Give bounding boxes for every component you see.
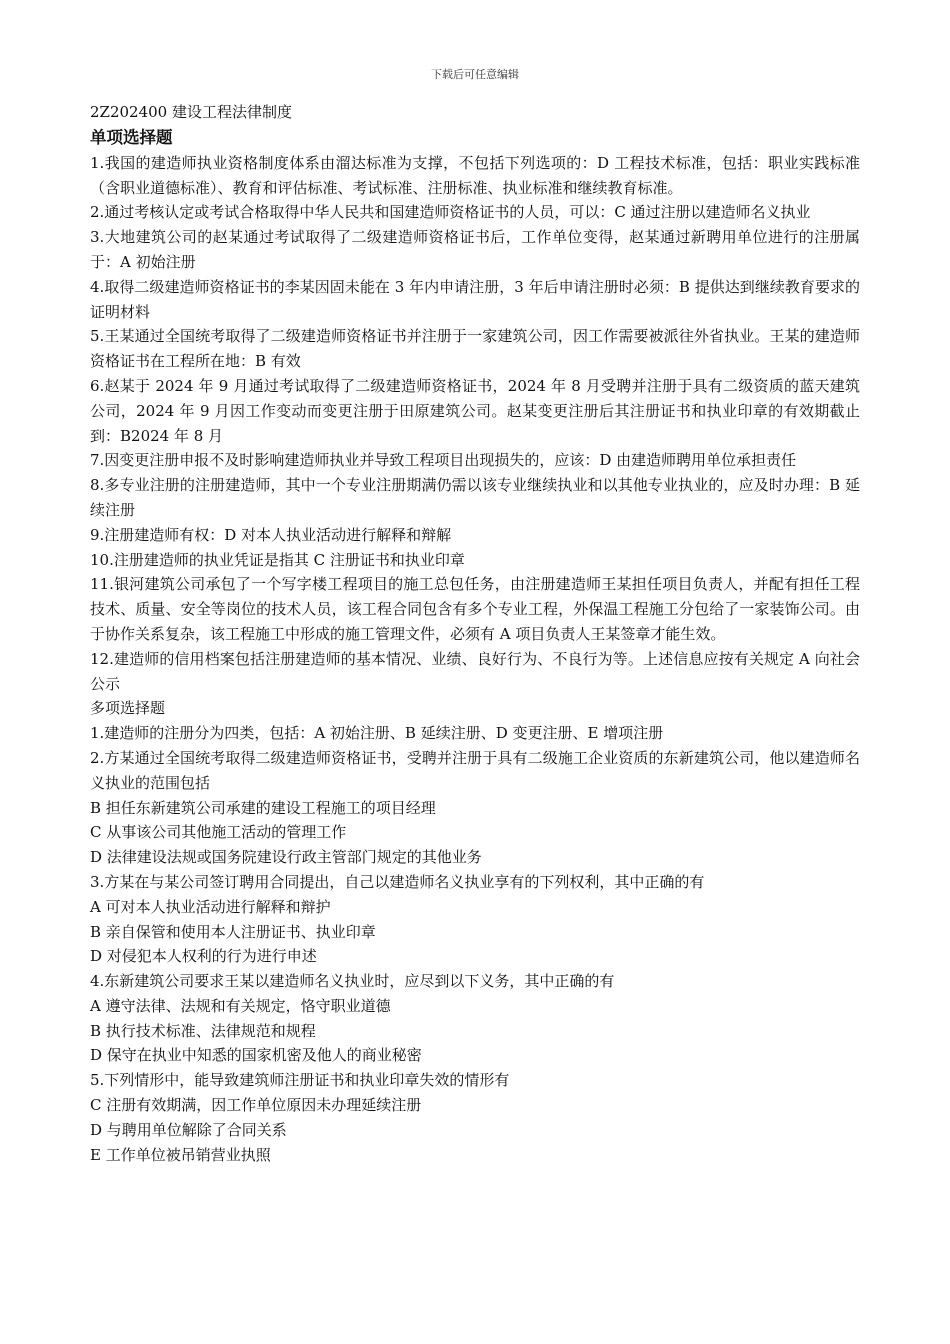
multi-item: E 工作单位被吊销营业执照 [90,1145,271,1164]
multi-item: B 亲自保管和使用本人注册证书、执业印章 [90,922,376,941]
multi-item: D 法律建设法规或国务院建设行政主管部门规定的其他业务 [90,848,482,867]
single-item: 9.注册建造师有权：D 对本人执业活动进行解释和辩解 [90,525,452,544]
single-item: 1.我国的建造师执业资格制度体系由溜达标准为支撑，不包括下列选项的：D 工程技术标准，包括：职业实践标准（含职业道德标准）、教育和评估标准、考试标准、注册标准、执业标准和继续教育标准。 [90,153,860,197]
multi-item: D 对侵犯本人权利的行为进行申述 [90,947,317,966]
page-header: 下载后可任意编辑 [431,68,519,81]
multi-item: B 担任东新建筑公司承建的建设工程施工的项目经理 [90,798,436,817]
multi-choice-heading: 多项选择题 [90,699,166,718]
single-item: 5.王某通过全国统考取得了二级建造师资格证书并注册于一家建筑公司，因工作需要被派往外省执业。王某的建造师资格证书在工程所在地：B 有效 [90,327,860,371]
single-item: 2.通过考核认定或考试合格取得中华人民共和国建造师资格证书的人员，可以：C 通过注册以建造师名义执业 [90,203,811,222]
multi-choice-list [90,721,860,1167]
multi-item: D 保守在执业中知悉的国家机密及他人的商业秘密 [90,1046,422,1065]
doc-title: 2Z202400 建设工程法律制度 [90,103,292,121]
single-item: 3.大地建筑公司的赵某通过考试取得了二级建造师资格证书后，工作单位变得，赵某通过新聘用单位进行的注册属于：A 初始注册 [90,228,860,271]
multi-item: D 与聘用单位解除了合同关系 [90,1120,287,1139]
multi-item: 4.东新建筑公司要求王某以建造师名义执业时，应尽到以下义务，其中正确的有 [90,972,615,991]
multi-item: 2.方某通过全国统考取得二级建造师资格证书，受聘并注册于具有二级施工企业资质的东新建筑公司，他以建造师名义执业的范围包括 [90,748,860,792]
single-item: 4.取得二级建造师资格证书的李某因固未能在 3 年内申请注册，3 年后申请注册时必须：B 提供达到继续教育要求的证明材料 [90,277,860,321]
multi-item: C 从事该公司其他施工活动的管理工作 [90,823,347,842]
multi-item: 3.方某在与某公司签订聘用合同提出，自己以建造师名义执业享有的下列权利，其中正确的有 [90,872,705,891]
multi-item: A 遵守法律、法规和有关规定，恪守职业道德 [90,996,391,1015]
multi-item: A 可对本人执业活动进行解释和辩护 [90,897,331,916]
single-item: 8.多专业注册的注册建造师，其中一个专业注册期满仍需以该专业继续执业和以其他专业执业的，应及时办理：B 延续注册 [90,476,860,519]
multi-item: B 执行技术标准、法律规范和规程 [90,1021,316,1040]
single-choice-list [90,151,860,697]
single-item: 12.建造师的信用档案包括注册建造师的基本情况、业绩、良好行为、不良行为等。上述信息应按有关规定 A 向社会公示 [90,649,860,693]
multi-item: 5.下列情形中，能导致建筑师注册证书和执业印章失效的情形有 [90,1071,510,1090]
multi-item: 1.建造师的注册分为四类，包括：A 初始注册、B 延续注册、D 变更注册、E 增项注册 [90,724,664,743]
multi-item: C 注册有效期满，因工作单位原因未办理延续注册 [90,1096,422,1115]
single-item: 11.银河建筑公司承包了一个写字楼工程项目的施工总包任务，由注册建造师王某担任项目负责人，并配有担任工程技术、质量、安全等岗位的技术人员，该工程合同包含有多个专业工程，外保温工程施工分包给了一家装饰公司。由于协作关系复杂，该工程施工中形成的施工管理文件，必须有 A 项目负责人王某签章才能生效。 [90,575,860,643]
document-body [90,100,860,1167]
single-item: 7.因变更注册申报不及时影响建造师执业并导致工程项目出现损失的，应该：D 由建造师聘用单位承担责任 [90,451,797,470]
single-item: 6.赵某于 2024 年 9 月通过考试取得了二级建造师资格证书，2024 年 8 月受聘并注册于具有二级资质的蓝天建筑公司，2024 年 9 月因工作变动而变更注册于田原建筑公司。赵某变更注册后其注册证书和执业印章的有效期截止到：B2024 年 8 月 [90,376,860,445]
single-choice-heading: 单项选择题 [90,127,173,147]
single-item: 10.注册建造师的执业凭证是指其 C 注册证书和执业印章 [90,550,465,569]
